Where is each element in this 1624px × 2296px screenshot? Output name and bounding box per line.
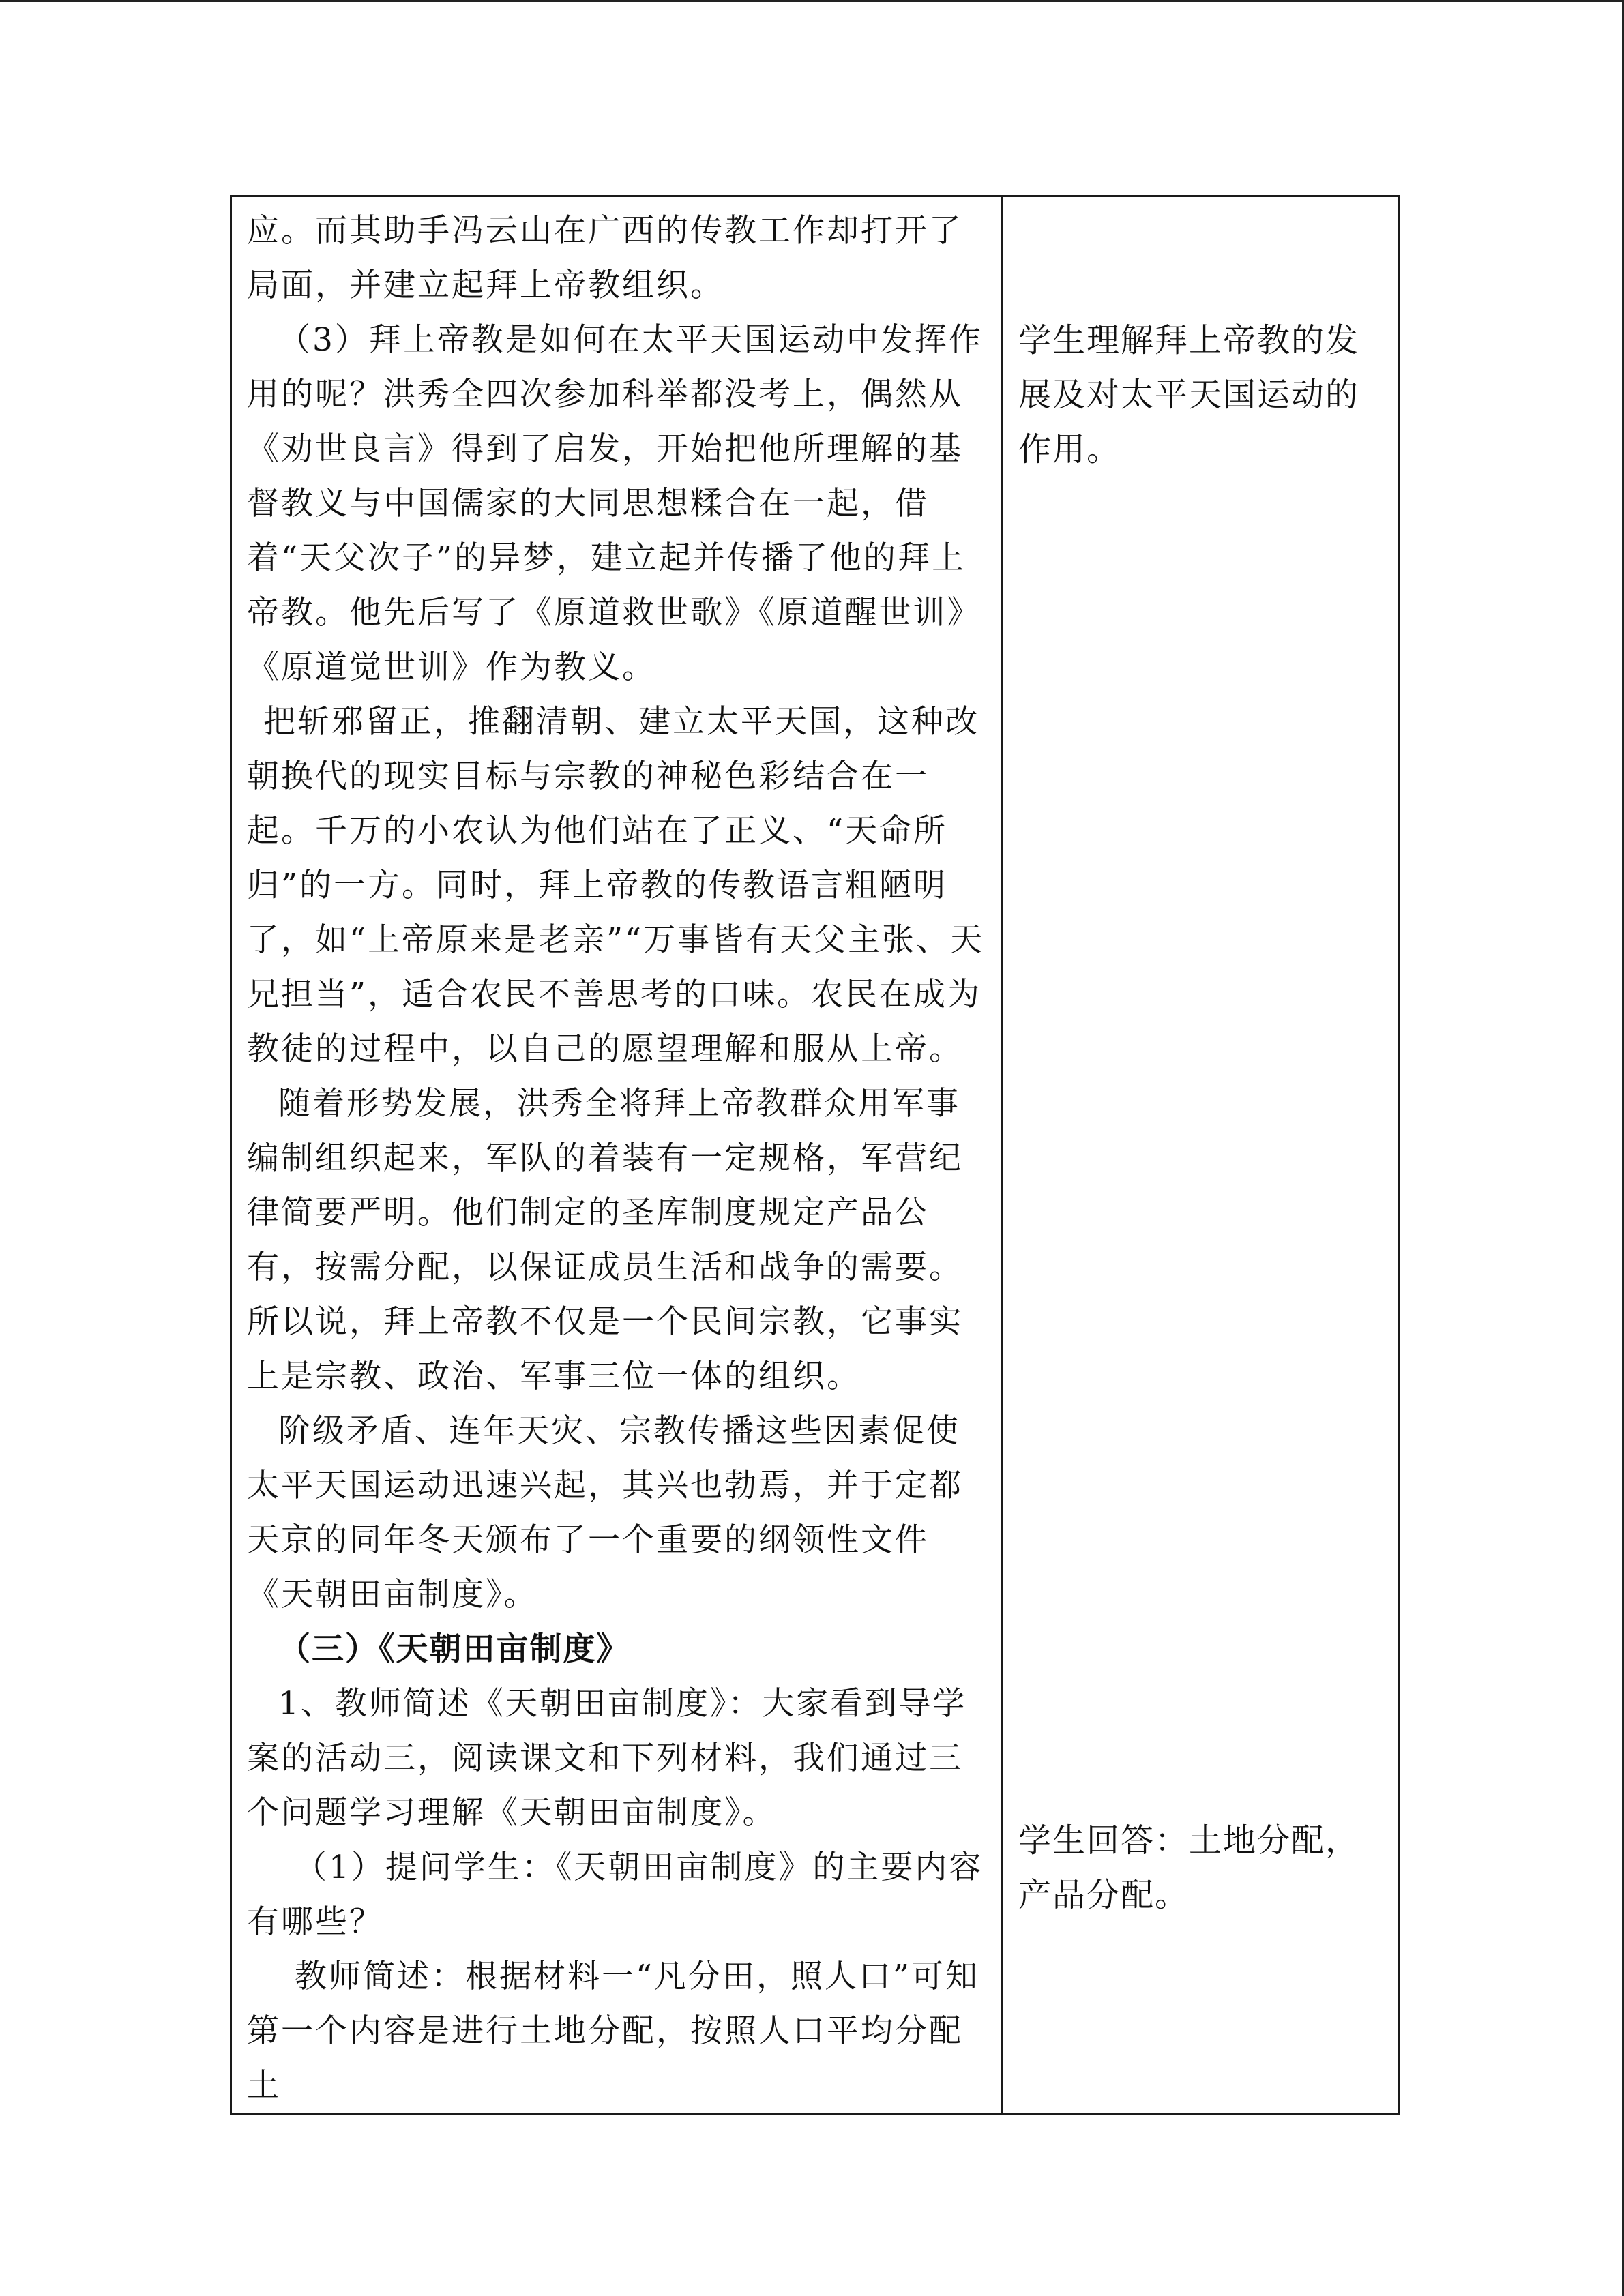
paragraph: （1）提问学生：《天朝田亩制度》的主要内容有哪些？ <box>247 1849 984 1941</box>
paragraph: （3）拜上帝教是如何在太平天国运动中发挥作用的呢？洪秀全四次参加科举都没考上，偶然从《劝世良言》得到了启发，开始把他所理解的基督教义与中国儒家的大同思想糅合在一起，借着“天父次子”的异梦，建立起并传播了他的拜上帝教。他先后写了《原道救世歌》《原道醒世训》《原道觉世训》作为教义。 <box>247 321 983 686</box>
paragraph: 阶级矛盾、连年天灾、宗教传播这些因素促使太平天国运动迅速兴起，其兴也勃焉，并于定都天京的同年冬天颁布了一个重要的纲领性文件《天朝田亩制度》。 <box>247 1412 963 1613</box>
page-top-border <box>0 0 1624 2</box>
student-note: 学生回答：土地分配，产品分配。 <box>1018 1821 1360 1914</box>
paragraph: 1、教师简述《天朝田亩制度》：大家看到导学案的活动三，阅读课文和下列材料，我们通过三个问题学习理解《天朝田亩制度》。 <box>247 1685 967 1832</box>
paragraph: 教师简述：根据材料一“凡分田，照人口”可知第一个内容是进行土地分配，按照人口平均分配土 <box>247 1958 980 2104</box>
student-activity-text <box>1003 313 1398 1922</box>
teaching-content-cell <box>231 196 1003 2115</box>
student-note: 学生理解拜上帝教的发展及对太平天国运动的作用。 <box>1018 321 1360 468</box>
teaching-content-text <box>232 197 1001 2113</box>
paragraph: 随着形势发展，洪秀全将拜上帝教群众用军事编制组织起来，军队的着装有一定规格，军营纪律简要严明。他们制定的圣库制度规定产品公有，按需分配，以保证成员生活和战争的需要。所以说，拜上帝教不仅是一个民间宗教，它事实上是宗教、政治、军事三位一体的组织。 <box>247 1085 963 1395</box>
section-heading: （三）《天朝田亩制度》 <box>278 1630 630 1668</box>
lesson-plan-table <box>230 195 1400 2115</box>
student-activity-cell <box>1003 196 1399 2115</box>
table-row <box>231 196 1399 2115</box>
paragraph: 应。而其助手冯云山在广西的传教工作却打开了局面，并建立起拜上帝教组织。 <box>247 212 963 304</box>
paragraph: 把斩邪留正，推翻清朝、建立太平天国，这种改朝换代的现实目标与宗教的神秘色彩结合在一起。千万的小农认为他们站在了正义、“天命所归”的一方。同时，拜上帝教的传教语言粗陋明了，如“上帝原来是老亲”“万事皆有天父主张、天兄担当”，适合农民不善思考的口味。农民在成为教徒的过程中，以自己的愿望理解和服从上帝。 <box>247 703 985 1068</box>
